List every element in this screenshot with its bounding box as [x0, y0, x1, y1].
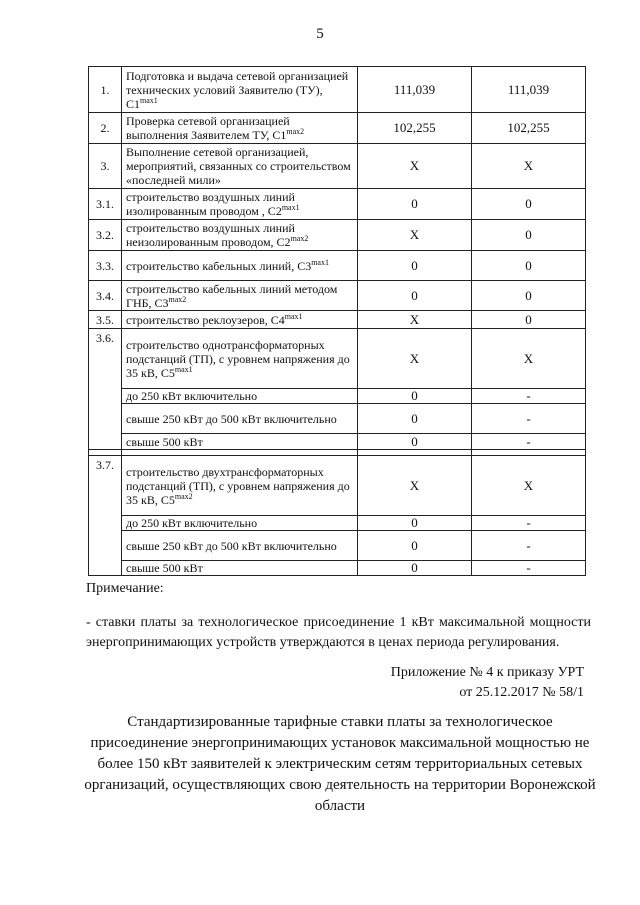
row-description: Подготовка и выдача сетевой организацией технических условий Заявителю (ТУ), $С1^{max1}$ — [122, 67, 358, 113]
value-col1: 0 — [358, 189, 472, 220]
value-col1: 0 — [358, 251, 472, 281]
row-number: 3.3. — [89, 251, 122, 281]
row-description: строительство однотрансформаторных подстанций (ТП), с уровнем напряжения до 35 кВ, $С5^{max1}$ — [122, 329, 358, 389]
row-description: до 250 кВт включительно — [122, 516, 358, 531]
table-row — [89, 189, 586, 220]
value-col1: 0 — [358, 404, 472, 434]
value-col1: 111,039 — [358, 67, 472, 113]
tariff-table — [88, 66, 586, 576]
appendix-reference — [391, 663, 584, 703]
value-col1: 0 — [358, 516, 472, 531]
row-description: строительство реклоузеров, $С4^{max1}$ — [122, 311, 358, 329]
table-row — [89, 404, 586, 434]
value-col1: Х — [358, 329, 472, 389]
row-number: 3. — [89, 144, 122, 189]
value-col2: Х — [472, 144, 586, 189]
table-row — [89, 389, 586, 404]
page-number: 5 — [316, 26, 324, 42]
row-number: 3.4. — [89, 281, 122, 311]
row-number: 3.5. — [89, 311, 122, 329]
value-col1: 0 — [358, 561, 472, 576]
table-row — [89, 516, 586, 531]
row-description: строительство воздушных линий неизолированным проводом, $С2^{max2}$ — [122, 220, 358, 251]
row-description: до 250 кВт включительно — [122, 389, 358, 404]
table-row — [89, 311, 586, 329]
table-row — [89, 220, 586, 251]
table-row — [89, 281, 586, 311]
value-col2: - — [472, 389, 586, 404]
value-col1: 102,255 — [358, 113, 472, 144]
row-description: свыше 500 кВт — [122, 434, 358, 450]
value-col2: - — [472, 561, 586, 576]
value-col2: 0 — [472, 189, 586, 220]
value-col2: 0 — [472, 251, 586, 281]
row-description: свыше 250 кВт до 500 кВт включительно — [122, 404, 358, 434]
value-col1: Х — [358, 311, 472, 329]
table-row — [89, 561, 586, 576]
row-number: 2. — [89, 113, 122, 144]
row-description: строительство двухтрансформаторных подстанций (ТП), с уровнем напряжения до 35 кВ, $С5^{max2}$ — [122, 456, 358, 516]
table-row — [89, 329, 586, 389]
row-description: свыше 250 кВт до 500 кВт включительно — [122, 531, 358, 561]
value-col2: 0 — [472, 311, 586, 329]
note-title: Примечание: — [86, 581, 164, 596]
note-text: - ставки платы за технологическое присоединение 1 кВт максимальной мощности энергопринимающих устройств утверждаются в ценах периода регулирования. — [86, 615, 591, 650]
document-title: Стандартизированные тарифные ставки платы за технологическое присоединение энергопринимающих установок максимальной мощностью не более 150 кВт заявителей к электрическим сетям территориальных сетевых организаций, осуществляющих свою деятельность на территории Воронежской области — [84, 714, 596, 814]
table-row — [89, 67, 586, 113]
value-col2: 102,255 — [472, 113, 586, 144]
value-col2: - — [472, 434, 586, 450]
table-row — [89, 434, 586, 450]
appendix-date: от 25.12.2017 № 58/1 — [459, 685, 584, 700]
row-description: строительство кабельных линий, $С3^{max1}$ — [122, 251, 358, 281]
value-col2: - — [472, 404, 586, 434]
row-number: 3.6. — [89, 329, 122, 450]
row-description: свыше 500 кВт — [122, 561, 358, 576]
value-col2: 111,039 — [472, 67, 586, 113]
value-col1: 0 — [358, 281, 472, 311]
value-col1: Х — [358, 456, 472, 516]
value-col1: 0 — [358, 434, 472, 450]
row-number: 1. — [89, 67, 122, 113]
table-row — [89, 113, 586, 144]
value-col1: 0 — [358, 531, 472, 561]
value-col1: Х — [358, 144, 472, 189]
row-description: Выполнение сетевой организацией, мероприятий, связанных со строительством «последней мили» — [122, 144, 358, 189]
row-number: 3.2. — [89, 220, 122, 251]
value-col2: - — [472, 516, 586, 531]
row-description: строительство воздушных линий изолированным проводом , $С2^{max1}$ — [122, 189, 358, 220]
table-row — [89, 251, 586, 281]
table-row — [89, 456, 586, 516]
row-description: строительство кабельных линий методом ГНБ, $С3^{max2}$ — [122, 281, 358, 311]
value-col1: 0 — [358, 389, 472, 404]
value-col2: 0 — [472, 281, 586, 311]
row-number: 3.7. — [89, 456, 122, 576]
appendix-line: Приложение № 4 к приказу УРТ — [390, 665, 584, 680]
table-row — [89, 531, 586, 561]
value-col2: 0 — [472, 220, 586, 251]
row-description: Проверка сетевой организацией выполнения Заявителем ТУ, $С1^{max2}$ — [122, 113, 358, 144]
value-col2: Х — [472, 329, 586, 389]
value-col2: - — [472, 531, 586, 561]
value-col1: Х — [358, 220, 472, 251]
row-number: 3.1. — [89, 189, 122, 220]
value-col2: Х — [472, 456, 586, 516]
table-row — [89, 144, 586, 189]
